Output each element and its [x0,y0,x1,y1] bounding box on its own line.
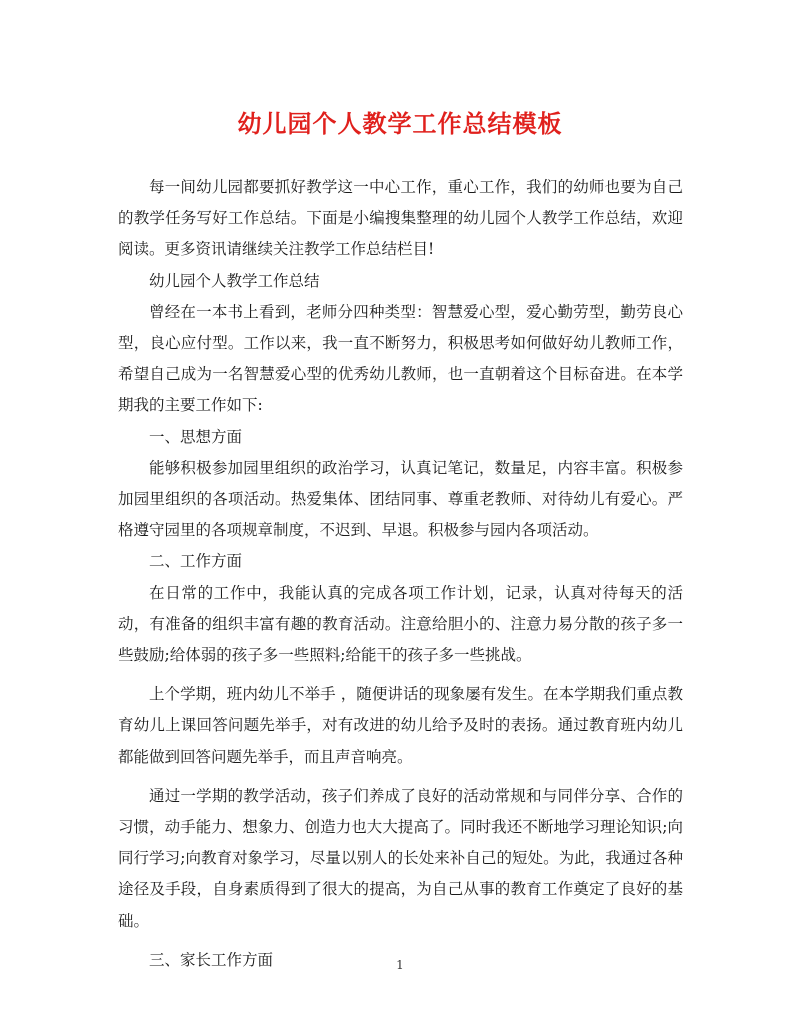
intro-paragraph: 每一间幼儿园都要抓好教学这一中心工作，重心工作，我们的幼师也要为自己的教学任务写好工作总结。下面是小编搜集整理的幼儿园个人教学工作总结，欢迎阅读。更多资讯请继续关注教学工作总结栏目! [118,178,683,259]
section-heading-work: 二、工作方面 [149,552,243,571]
document-title: 幼儿园个人教学工作总结模板 [237,109,563,138]
section-heading-thought: 一、思想方面 [149,427,243,446]
work-paragraph-2: 上个学期，班内幼儿不举手 ，随便讲话的现象屡有发生。在本学期我们重点教育幼儿上课回答问题先举手，对有改进的幼儿给予及时的表扬。通过教育班内幼儿都能做到回答问题先举手，而且声音响亮。 [118,685,683,766]
thought-paragraph: 能够积极参加园里组织的政治学习，认真记笔记，数量足，内容丰富。积极参加园里组织的各项活动。热爱集体、团结同事、尊重老教师、对待幼儿有爱心。严格遵守园里的各项规章制度，不迟到、早退。积极参与园内各项活动。 [118,458,683,540]
page-number: 1 [396,958,404,972]
subtitle-heading: 幼儿园个人教学工作总结 [149,271,320,290]
overview-paragraph: 曾经在一本书上看到，老师分四种类型：智慧爱心型，爱心勤劳型，勤劳良心型，良心应付型。工作以来，我一直不断努力，积极思考如何做好幼儿教师工作，希望自己成为一名智慧爱心型的优秀幼儿教师，也一直朝着这个目标奋进。在本学期我的主要工作如下: [118,302,683,415]
work-paragraph-1: 在日常的工作中，我能认真的完成各项工作计划，记录，认真对待每天的活动，有准备的组织丰富有趣的教育活动。注意给胆小的、注意力易分散的孩子多一些鼓励;给体弱的孩子多一些照料;给能干的孩子多一些挑战。 [118,583,683,665]
work-paragraph-3: 通过一学期的教学活动，孩子们养成了良好的活动常规和与同伴分享、合作的习惯，动手能力、想象力、创造力也大大提高了。同时我还不断地学习理论知识;向同行学习;向教育对象学习，尽量以别人的长处来补自己的短处。为此，我通过各种途径及手段，自身素质得到了很大的提高，为自己从事的教育工作奠定了良好的基础。 [118,786,683,930]
document-body [118,172,683,976]
section-heading-parents: 三、家长工作方面 [149,950,274,969]
